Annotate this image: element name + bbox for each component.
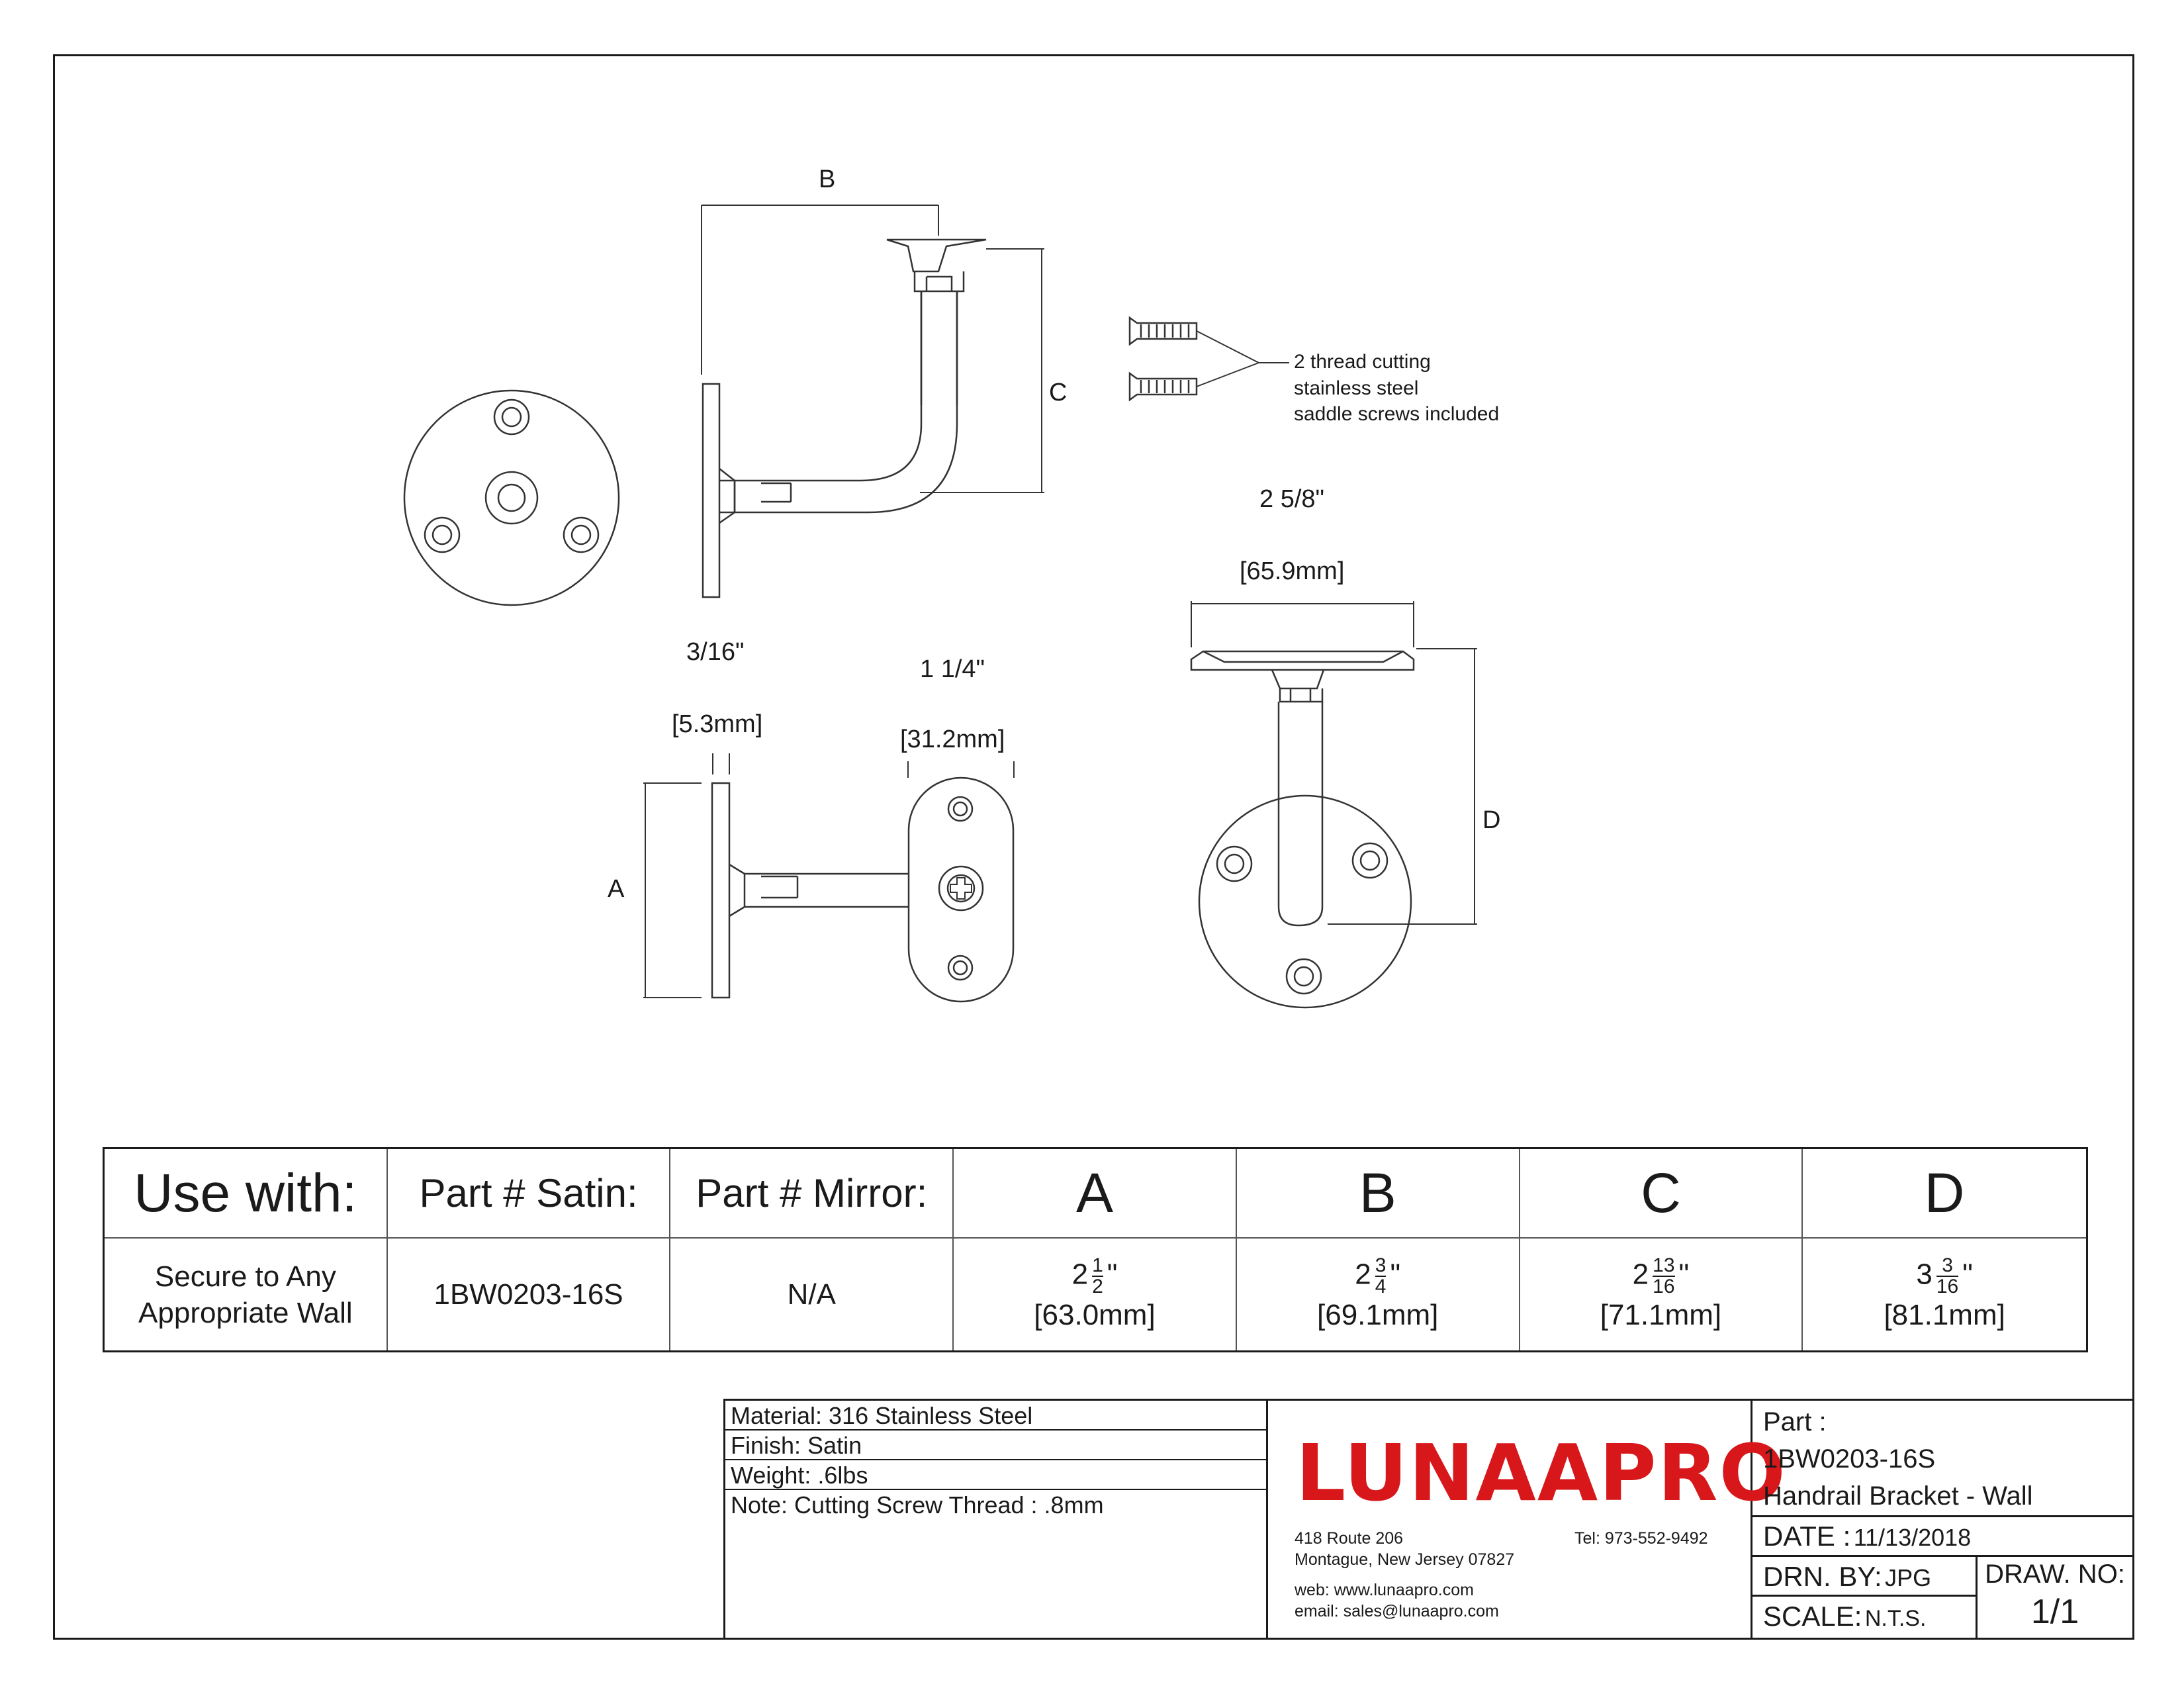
part-info xyxy=(1752,1401,2132,1638)
dim-b-unit: " xyxy=(1390,1258,1401,1291)
use-with-line-1: Secure to Any xyxy=(154,1260,336,1293)
dim-b-fraction xyxy=(1375,1256,1387,1297)
use-with-line-2: Appropriate Wall xyxy=(138,1296,353,1329)
header-use-with: Use with: xyxy=(105,1149,388,1239)
dim-b-mm: [69.1mm] xyxy=(1317,1299,1439,1331)
dim-c-num: 13 xyxy=(1653,1254,1675,1276)
address-line-2: Montague, New Jersey 07827 xyxy=(1295,1550,1515,1569)
screw-note-line-2: stainless steel xyxy=(1294,377,1419,399)
scale-cell xyxy=(1752,1597,1978,1638)
draw-no-cell xyxy=(1978,1557,2132,1638)
cell-part-mirror xyxy=(670,1239,954,1350)
dim-c-mm: [71.1mm] xyxy=(1600,1299,1722,1331)
cell-dim-d xyxy=(1803,1239,2086,1350)
saddle-screws xyxy=(1130,318,1289,400)
plate-thickness-mm: [5.3mm] xyxy=(672,710,763,738)
saddle-length-inch: 2 5/8" xyxy=(1259,485,1325,513)
drawing-info-grid xyxy=(1752,1557,2132,1638)
draw-no-value: 1/1 xyxy=(2030,1593,2079,1631)
part-number: 1BW0203-16S xyxy=(1763,1444,1936,1474)
dimension-label-a: A xyxy=(608,875,625,903)
cell-part-satin xyxy=(388,1239,671,1350)
dim-a-num: 1 xyxy=(1092,1254,1103,1276)
bracket-side-view xyxy=(703,240,986,597)
header-a: A xyxy=(954,1149,1237,1239)
cell-dim-a xyxy=(954,1239,1237,1350)
dim-d-unit: " xyxy=(1962,1258,1973,1291)
dim-d-mm: [81.1mm] xyxy=(1884,1299,2005,1331)
material-notes xyxy=(725,1401,1268,1638)
dim-a-fraction xyxy=(1092,1256,1103,1297)
dim-c-unit: " xyxy=(1678,1258,1690,1291)
header-part-mirror: Part # Mirror: xyxy=(670,1149,954,1239)
note-row: Note: Cutting Screw Thread : .8mm xyxy=(731,1491,1104,1519)
dimension-label-b: B xyxy=(819,165,836,193)
header-part-satin: Part # Satin: xyxy=(388,1149,671,1239)
bracket-end-view xyxy=(643,753,1014,1002)
finish-row: Finish: Satin xyxy=(725,1430,1266,1460)
company-info xyxy=(1268,1401,1787,1638)
header-d: D xyxy=(1803,1149,2086,1239)
dim-a-unit: " xyxy=(1107,1258,1118,1291)
date-value: 11/13/2018 xyxy=(1853,1524,1972,1551)
dimension-label-d: D xyxy=(1482,806,1501,834)
scale-label: SCALE: xyxy=(1763,1601,1862,1632)
date-row xyxy=(1752,1517,2132,1557)
part-label: Part : xyxy=(1763,1407,1827,1436)
dim-a-mm: [63.0mm] xyxy=(1034,1299,1156,1331)
draw-no-label: DRAW. NO: xyxy=(1985,1560,2125,1589)
company-web: web: www.lunaapro.com xyxy=(1295,1581,1474,1599)
header-b: B xyxy=(1237,1149,1520,1239)
spec-table xyxy=(103,1147,2088,1352)
dim-a-whole: 2 xyxy=(1071,1258,1089,1291)
screw-note-line-3: saddle screws included xyxy=(1294,403,1500,425)
plate-thickness-inch: 3/16" xyxy=(686,638,745,666)
dim-d-whole: 3 xyxy=(1916,1258,1933,1291)
dimension-label-c: C xyxy=(1049,379,1068,406)
dim-c-den: 16 xyxy=(1653,1276,1675,1297)
drn-by-value: JPG xyxy=(1885,1564,1932,1591)
dim-c-whole: 2 xyxy=(1632,1258,1649,1291)
cell-dim-b xyxy=(1237,1239,1520,1350)
dim-b-num: 3 xyxy=(1375,1254,1387,1276)
cell-use-with xyxy=(105,1239,388,1350)
scale-value: N.T.S. xyxy=(1864,1606,1927,1631)
drn-by-label: DRN. BY: xyxy=(1763,1561,1882,1592)
dim-d-den: 16 xyxy=(1936,1276,1959,1297)
saddle-length-mm: [65.9mm] xyxy=(1240,557,1345,585)
address-line-1: 418 Route 206 xyxy=(1295,1529,1404,1548)
header-c: C xyxy=(1520,1149,1803,1239)
weight-row: Weight: .6lbs xyxy=(725,1460,1266,1490)
cell-dim-c xyxy=(1520,1239,1803,1350)
part-mirror-value: N/A xyxy=(787,1278,836,1311)
dim-d-num: 3 xyxy=(1942,1254,1953,1276)
dim-b-whole: 2 xyxy=(1355,1258,1371,1291)
part-section xyxy=(1752,1401,2132,1517)
bracket-top-view xyxy=(1191,601,1477,1008)
date-label: DATE : xyxy=(1763,1521,1851,1552)
dim-a-den: 2 xyxy=(1092,1276,1103,1297)
material-row: Material: 316 Stainless Steel xyxy=(725,1401,1266,1430)
part-satin-value: 1BW0203-16S xyxy=(433,1278,623,1311)
dim-d-fraction xyxy=(1936,1256,1958,1297)
saddle-width-mm: [31.2mm] xyxy=(900,726,1005,753)
drn-by-cell xyxy=(1752,1557,1978,1597)
part-description: Handrail Bracket - Wall xyxy=(1763,1481,2033,1511)
company-logo: LUNAAPRO xyxy=(1296,1427,1787,1519)
screw-note-line-1: 2 thread cutting xyxy=(1294,351,1431,373)
dimension-lines-top xyxy=(702,205,1044,492)
dim-c-fraction xyxy=(1653,1256,1674,1297)
saddle-width-inch: 1 1/4" xyxy=(920,655,985,683)
title-block xyxy=(723,1399,2134,1640)
company-email: email: sales@lunaapro.com xyxy=(1295,1602,1499,1620)
dim-b-den: 4 xyxy=(1375,1276,1387,1297)
company-tel: Tel: 973-552-9492 xyxy=(1574,1529,1708,1548)
wall-plate-front-view xyxy=(404,391,619,605)
